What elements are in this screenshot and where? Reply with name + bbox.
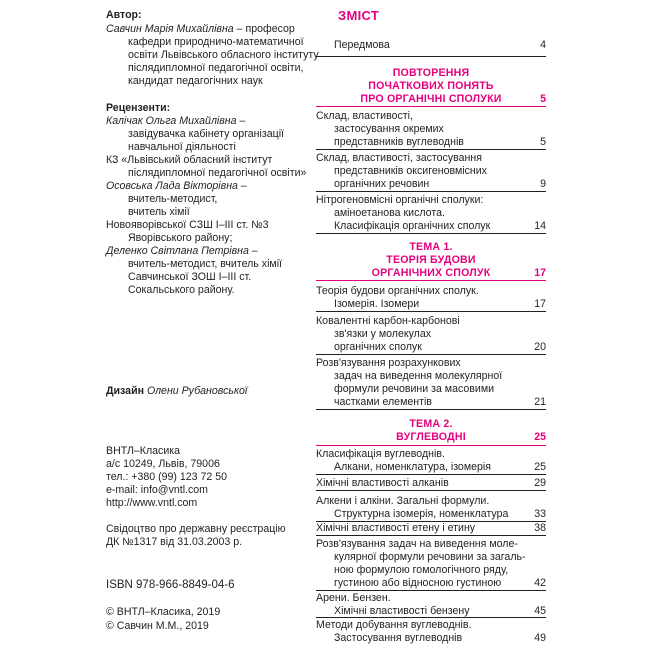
toc-entry-line: органічних сполук [334, 341, 422, 353]
author-bio-4: кандидат педагогічних наук [128, 75, 263, 87]
toc-heading-line: ВУГЛЕВОДНІ [396, 431, 466, 443]
toc-entry-line: Структурна ізомерія, номенклатура [334, 508, 509, 520]
reviewer-1-dash: – [236, 115, 246, 127]
toc-entry-line: Класифікація вуглеводнів. [316, 448, 445, 460]
reviewer-1-name-line [106, 115, 245, 127]
toc-entry-line: аміноетанова кислота. [334, 207, 445, 219]
reviewer-line: Савчинської ЗОШ І–ІІІ ст. [128, 271, 252, 283]
author-line [106, 23, 295, 35]
reviewer-1-name: Калічак Ольга Михайлівна [106, 115, 237, 127]
toc-entry-line: зв'язки у молекулах [334, 328, 432, 340]
toc-divider [316, 590, 546, 591]
author-label: Автор: [106, 9, 142, 21]
toc-section-heading [316, 67, 546, 106]
toc-entry-line: Ізомерія. Ізомери [334, 298, 420, 310]
publisher-email: e-mail: info@vntl.com [106, 484, 209, 496]
copyright-publisher: © ВНТЛ–Класика, 2019 [106, 606, 221, 618]
toc-title: ЗМІСТ [338, 8, 380, 23]
toc-entry-page: 45 [534, 605, 546, 617]
publisher-website: http://www.vntl.com [106, 497, 198, 509]
toc-entry-line: органічних речовин [334, 178, 430, 190]
toc-section-rule [316, 106, 546, 107]
toc-entry-line: представників вуглеводнів [334, 136, 464, 148]
toc-entry-line: густиною або відносною густиною [334, 577, 502, 589]
reviewer-3-name-line [106, 245, 258, 257]
toc-divider [316, 233, 546, 234]
toc-entry-page: 4 [540, 39, 546, 51]
reviewer-line: післядипломної педагогічної освіти» [128, 167, 307, 179]
toc-section-theme-1 [316, 241, 546, 280]
isbn: ISBN 978-966-8849-04-6 [106, 579, 235, 591]
design-name: Олени Рубановської [146, 385, 248, 397]
toc-entry-page: 14 [534, 220, 546, 232]
toc-entry-line: формули речовини за масовими [334, 383, 495, 395]
reviewer-2-name-line [106, 180, 247, 192]
toc-section-rule [316, 445, 546, 446]
toc-entry-line: Застосування вуглеводнів [334, 632, 463, 644]
toc-heading-line: ПРО ОРГАНІЧНІ СПОЛУКИ [360, 93, 502, 105]
toc-section-theme-2 [316, 418, 546, 444]
toc-divider [316, 617, 546, 618]
reviewer-2-dash: – [237, 180, 247, 192]
toc-heading-line: ОРГАНІЧНИХ СПОЛУК [371, 267, 491, 279]
toc-entry-line: Алкани, номенклатура, ізомерія [334, 461, 491, 473]
design-label: Дизайн [106, 385, 144, 397]
toc-section-page: 5 [540, 93, 546, 105]
toc-heading-line: ПОЧАТКОВИХ ПОНЯТЬ [368, 80, 494, 92]
toc-entry-line: Ковалентні карбон-карбонові [316, 315, 460, 327]
copyright-author: © Савчин М.М., 2019 [106, 620, 209, 632]
toc-divider [316, 474, 546, 475]
toc-entry-line: Арени. Бензен. [316, 592, 391, 604]
toc-section-page: 25 [534, 431, 546, 443]
toc-divider [316, 311, 546, 312]
toc-divider [316, 149, 546, 150]
author-bio-0: – професор [236, 23, 295, 35]
toc-entry-line: представників оксигеновмісних [334, 165, 487, 177]
reviewer-3-dash: – [248, 245, 258, 257]
toc-entry-line: Алкени і алкіни. Загальні формули. [316, 495, 490, 507]
toc-divider [316, 354, 546, 355]
reviewers-label: Рецензенти: [106, 102, 171, 114]
toc-entry-page: 21 [534, 396, 546, 408]
toc-entry-page: 17 [534, 298, 546, 310]
toc-entry-line: Хімічні властивості етену і етину [316, 522, 476, 534]
toc-entry-line: частками елементів [334, 396, 432, 408]
publisher-name: ВНТЛ–Класика [106, 445, 181, 457]
toc-entry-line: застосування окремих [334, 123, 444, 135]
toc-entry-line: Розв'язування розрахункових [316, 357, 461, 369]
toc-entry-page: 38 [534, 522, 546, 534]
reviewer-line: КЗ «Львівський обласний інститут [106, 154, 273, 166]
toc-entry-line: задач на виведення молекулярної [334, 370, 503, 382]
toc-entry-label: Передмова [334, 39, 390, 51]
toc-entry-page: 42 [534, 577, 546, 589]
reviewer-line: Новояворівської СЗШ І–ІІІ ст. №3 [106, 219, 269, 231]
design-credit [106, 385, 247, 397]
reviewer-line: вчитель хімії [128, 206, 190, 218]
toc-entry-line: Склад, властивості, [316, 110, 413, 122]
toc-entry-page: 25 [534, 461, 546, 473]
registration-line-1: Свідоцтво про державну реєстрацію [106, 523, 286, 535]
reviewer-line: завідувачка кабінету організації [128, 128, 285, 140]
toc-heading-line: ТЕМА 1. [409, 241, 453, 253]
reviewer-2-name: Осовська Лада Вікторівна [106, 180, 238, 192]
reviewer-3-name: Деленко Світлана Петрівна [106, 245, 249, 257]
toc-entry-line: Теорія будови органічних сполук. [316, 285, 479, 297]
author-bio-3: післядипломної педагогічної освіти, [128, 62, 304, 74]
toc-section-rule [316, 280, 546, 281]
toc-section-heading [316, 418, 546, 444]
publisher-address: а/с 10249, Львів, 79006 [106, 458, 220, 470]
toc-heading-line: ПОВТОРЕННЯ [392, 67, 470, 79]
toc-heading-line: ТЕОРІЯ БУДОВИ [386, 254, 476, 266]
toc-divider [316, 490, 546, 491]
toc-entry-line: Класифікація органічних сполук [334, 220, 491, 232]
registration-line-2: ДК №1317 від 31.03.2003 р. [106, 536, 243, 548]
toc-section-page: 17 [534, 267, 546, 279]
toc-entry-page: 5 [540, 136, 546, 148]
toc-divider [316, 191, 546, 192]
reviewer-line: вчитель-методист, вчитель хімії [128, 258, 283, 270]
toc-section-intro [316, 67, 546, 106]
toc-entry-line: Хімічні властивості алканів [316, 477, 449, 489]
toc-heading-line: ТЕМА 2. [409, 418, 453, 430]
reviewer-line: вчитель-методист, [128, 193, 218, 205]
toc-entry-page: 9 [540, 178, 546, 190]
toc-divider [316, 535, 546, 536]
toc-entry-line: Нітрогеновмісні органічні сполуки: [316, 194, 484, 206]
author-bio-2: освіти Львівського обласного інституту [128, 49, 319, 61]
author-bio-1: кафедри природничо-математичної [128, 36, 304, 48]
toc-entry-line: ною формулою гомологічного ряду, [334, 564, 509, 576]
toc-divider [316, 56, 546, 57]
toc-entry-page: 20 [534, 341, 546, 353]
reviewer-line: Сокальського району. [128, 284, 235, 296]
toc-entry-line: Методи добування вуглеводнів. [316, 619, 472, 631]
toc-entry-line: Хімічні властивості бензену [334, 605, 470, 617]
toc-entry-line: Розв'язування задач на виведення моле- [316, 538, 518, 550]
author-name: Савчин Марія Михайлівна [106, 23, 234, 35]
reviewer-line: Яворівського району; [128, 232, 233, 244]
toc-divider [316, 409, 546, 410]
publisher-phone: тел.: +380 (99) 123 72 50 [106, 471, 228, 483]
toc-entry-line: кулярної формули речовини за загаль- [334, 551, 526, 563]
reviewer-line: навчальної діяльності [128, 141, 236, 153]
toc-entry-page: 49 [534, 632, 546, 644]
toc-section-heading [316, 241, 546, 280]
toc-entry-page: 33 [534, 508, 546, 520]
toc-entry-page: 29 [534, 477, 546, 489]
toc-entry-line: Склад, властивості, застосування [316, 152, 482, 164]
